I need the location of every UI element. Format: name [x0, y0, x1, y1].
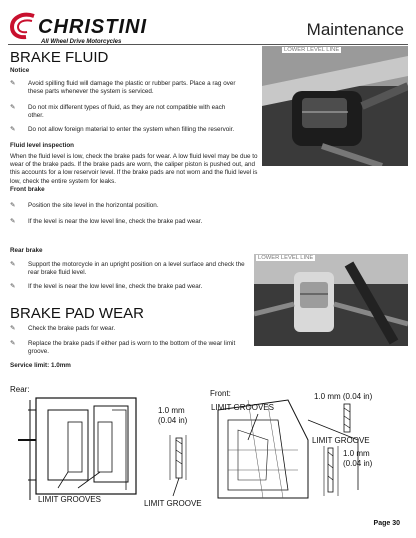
pad-wear-item: ✎ Replace the brake pads if either pad is worn to the bottom of the wear limit groove.: [10, 340, 236, 356]
pad-wear-item: ✎ Check the brake pads for wear.: [10, 325, 116, 332]
rear-measure-mm: 1.0 mm: [158, 406, 185, 415]
front-brake-item: ✎ If the level is near the low level line, check the brake pad wear.: [10, 218, 203, 225]
front-figure-title: Front:: [210, 389, 231, 398]
front-brake-item: ✎ Position the site level in the horizontal position.: [10, 202, 159, 209]
pointing-hand-icon: ✎: [10, 325, 16, 332]
rear-brake-label: Rear brake: [10, 247, 43, 254]
brand-logo: [8, 10, 153, 45]
rear-reservoir-photo: [254, 254, 408, 346]
front-limit-groove-label: LIMIT GROOVE: [312, 436, 370, 445]
rear-lower-level-caption: LOWER LEVEL LINE: [258, 255, 314, 261]
front-lower-level-caption: LOWER LEVEL LINE: [284, 47, 340, 53]
rear-figure-title: Rear:: [10, 385, 30, 394]
front-measure-bottom-in: (0.04 in): [343, 459, 373, 468]
pointing-hand-icon: ✎: [10, 104, 16, 111]
section-title: Maintenance: [306, 20, 404, 39]
logo-text: CHRISTINI: [38, 16, 147, 38]
pointing-hand-icon: ✎: [10, 218, 16, 225]
notice-item: ✎ Do not allow foreign material to enter the system when filling the reservoir.: [10, 126, 235, 133]
pointing-hand-icon: ✎: [10, 283, 16, 290]
rear-brake-item: ✎ Support the motorcycle in an upright position on a level surface and check the rear brake fluid level.: [10, 261, 245, 277]
header-divider: [8, 44, 408, 45]
pointing-hand-icon: ✎: [10, 340, 16, 347]
service-limit: Service limit: 1.0mm: [10, 362, 71, 369]
rear-limit-groove-label: LIMIT GROOVE: [144, 499, 202, 508]
brake-fluid-heading: BRAKE FLUID: [10, 49, 109, 66]
front-brake-label: Front brake: [10, 186, 45, 193]
rear-brake-item: ✎ If the level is near the low level line, check the brake pad wear.: [10, 283, 203, 290]
rear-limit-grooves-label: LIMIT GROOVES: [38, 495, 101, 504]
front-measure-bottom-mm: 1.0 mm: [343, 449, 370, 458]
fluid-inspection-label: Fluid level inspection: [10, 142, 75, 149]
pointing-hand-icon: ✎: [10, 80, 16, 87]
page-number: Page 30: [373, 520, 400, 527]
notice-item: ✎ Do not mix different types of fluid, as they are not compatible with each other.: [10, 104, 226, 120]
brake-pad-wear-heading: BRAKE PAD WEAR: [10, 305, 144, 322]
front-measure-top: 1.0 mm (0.04 in): [314, 392, 373, 401]
front-reservoir-photo: [262, 46, 408, 166]
pointing-hand-icon: ✎: [10, 261, 16, 268]
rear-measure-in: (0.04 in): [158, 416, 188, 425]
logo-tagline: All Wheel Drive Motorcycles: [41, 39, 122, 45]
rear-pad-figure: [8, 380, 208, 515]
front-limit-grooves-label: LIMIT GROOVES: [211, 403, 274, 412]
pointing-hand-icon: ✎: [10, 126, 16, 133]
front-pad-figure: [208, 380, 408, 515]
notice-item: ✎ Avoid spilling fluid will damage the plastic or rubber parts. Place a rag over these parts whenever the system is serviced.: [10, 80, 236, 96]
notice-label: Notice: [10, 67, 30, 74]
fluid-inspection-text: When the fluid level is low, check the brake pads for wear. A low fluid level may be due to wear of the brake pads. If the brake pads are worn, the caliper piston is pushed out, and this accounts for a low reservoir level. If the brake pads are not worn and the fluid level is low, check the entire system for leaks.: [10, 153, 258, 185]
logo-swoosh-icon: [8, 10, 38, 40]
pointing-hand-icon: ✎: [10, 202, 16, 209]
